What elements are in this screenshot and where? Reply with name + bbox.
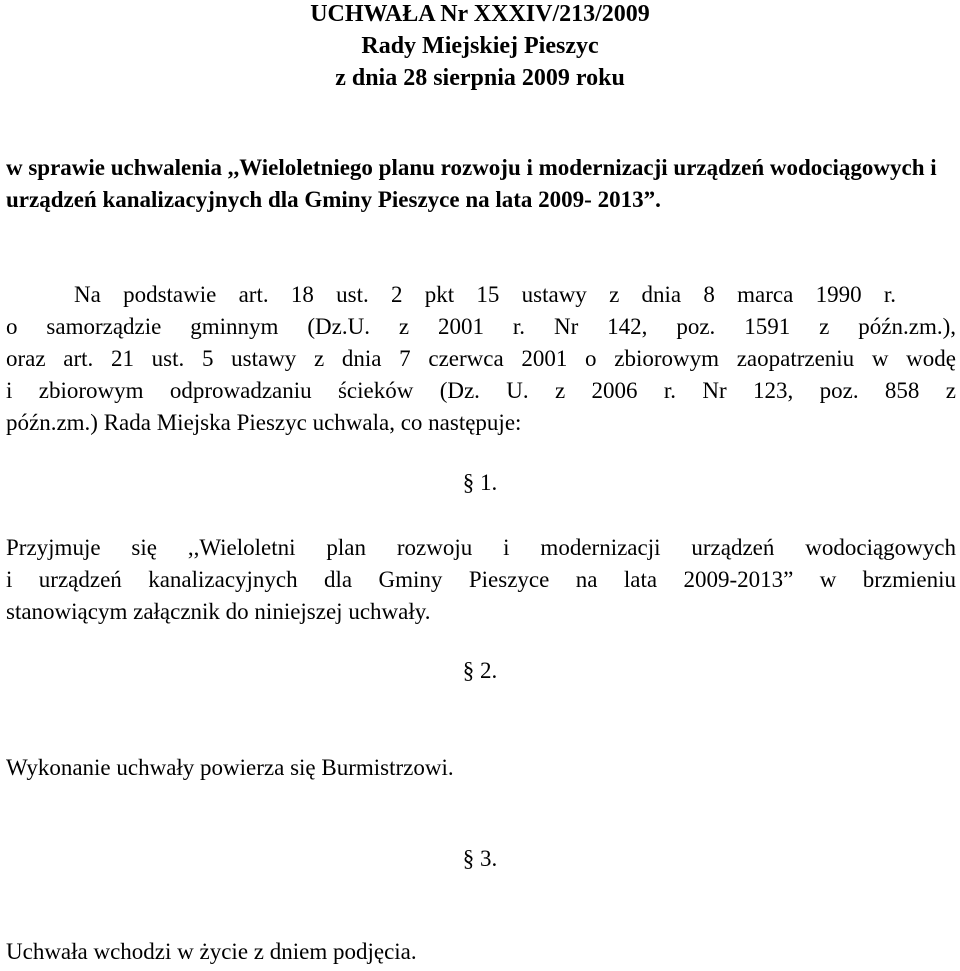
section-2-text	[6, 752, 956, 784]
resolution-subject	[6, 152, 956, 216]
section-line: i urządzeń kanalizacyjnych dla Gminy Pieszyce na lata 2009-2013” w brzmieniu	[6, 567, 956, 592]
resolution-number: UCHWAŁA Nr XXXIV/213/2009	[310, 1, 650, 27]
legal-line: o samorządzie gminnym (Dz.U. z 2001 r. Nr 142, poz. 1591 z późn.zm.),	[6, 314, 956, 339]
section-line: Uchwała wchodzi w życie z dniem podjęcia.	[6, 939, 417, 964]
subject-line: w sprawie uchwalenia ,,Wieloletniego planu rozwoju i modernizacji urządzeń	[6, 155, 765, 180]
resolution-date: z dnia 28 sierpnia 2009 roku	[335, 65, 625, 91]
section-3-text	[6, 936, 956, 968]
subject-line: wodociągowych i urządzeń kanalizacyjnych dla Gminy Pieszyce na lata 2009-	[6, 155, 937, 212]
section-2-mark: § 2.	[462, 658, 498, 683]
section-line: Przyjmuje się ,,Wieloletni plan rozwoju i modernizacji urządzeń wodociągowych	[6, 535, 956, 560]
council-name: Rady Miejskiej Pieszyc	[361, 33, 599, 59]
legal-line: późn.zm.) Rada Miejska Pieszyc uchwala, co następuje:	[6, 410, 522, 435]
legal-line: i zbiorowym odprowadzaniu ścieków (Dz. U. z 2006 r. Nr 123, poz. 858 z	[6, 378, 956, 403]
section-3-mark: § 3.	[462, 846, 498, 871]
legal-line: oraz art. 21 ust. 5 ustawy z dnia 7 czerwca 2001 o zbiorowym zaopatrzeniu w wodę	[6, 346, 956, 371]
section-1-text	[6, 532, 956, 628]
section-line: stanowiącym załącznik do niniejszej uchwały.	[6, 599, 431, 624]
legal-line: Na podstawie art. 18 ust. 2 pkt 15 ustawy z dnia 8 marca 1990 r.	[74, 282, 896, 307]
legal-basis	[6, 279, 956, 439]
subject-line: 2013”.	[597, 187, 661, 212]
section-1-mark: § 1.	[462, 470, 498, 495]
section-line: Wykonanie uchwały powierza się Burmistrzowi.	[6, 755, 454, 780]
